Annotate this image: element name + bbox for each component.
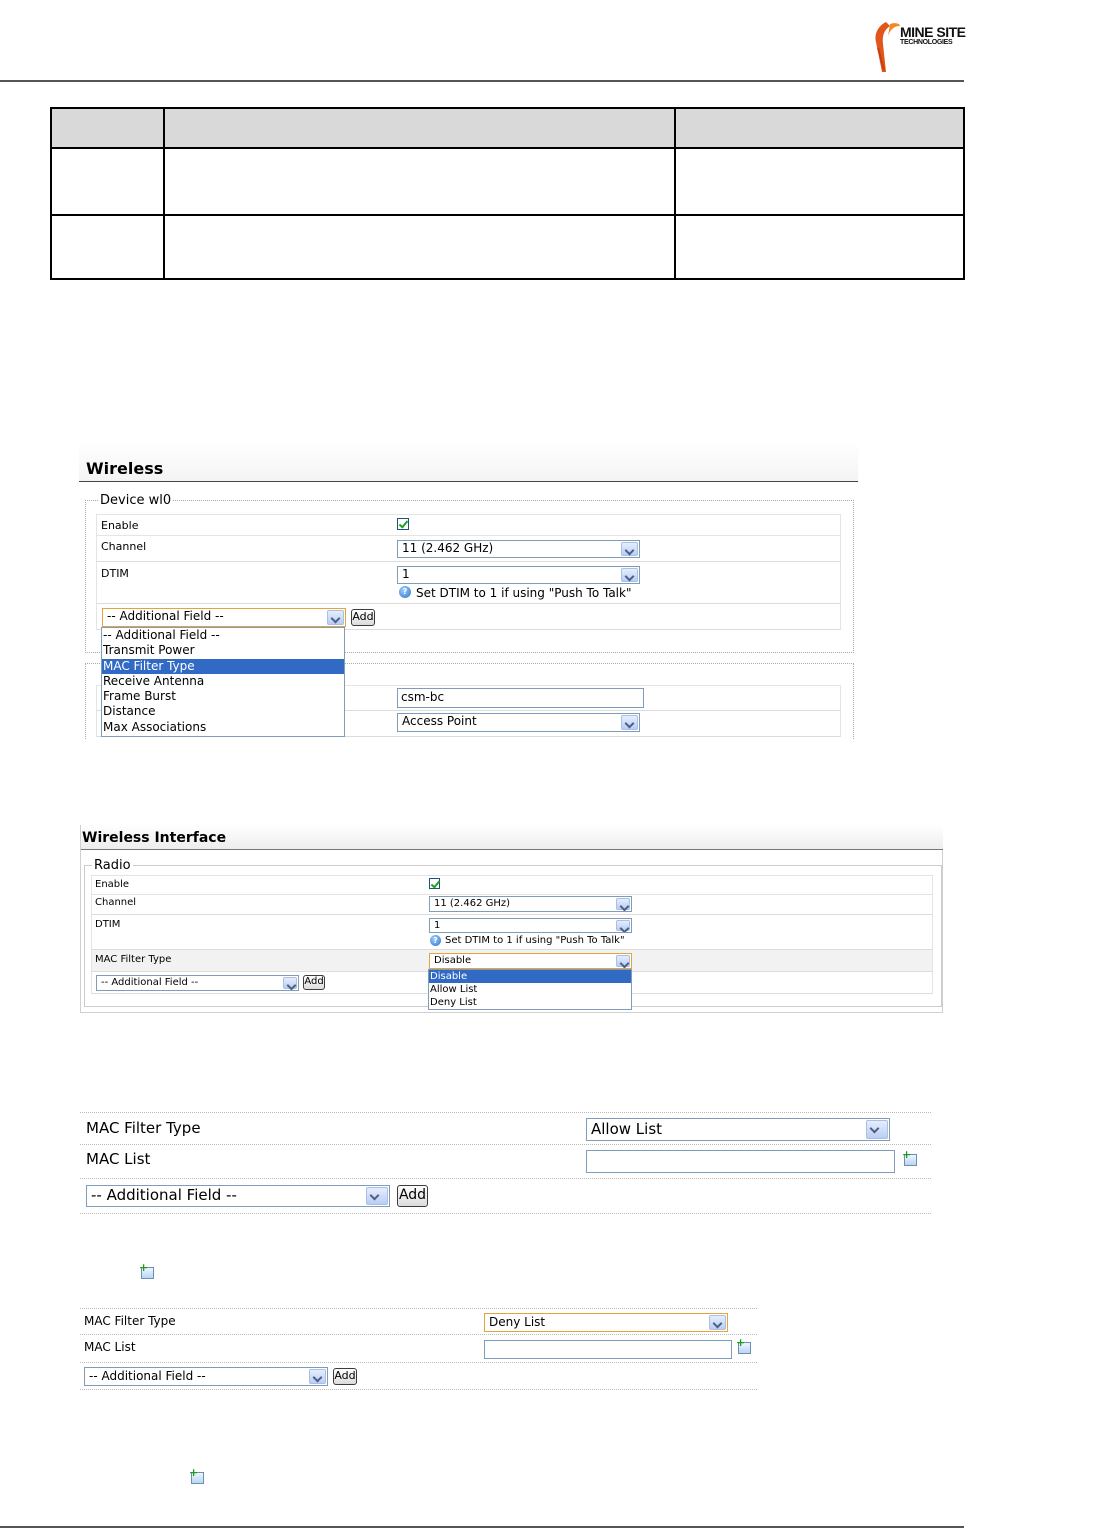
- section-header: [79, 441, 858, 482]
- enable-label: Enable: [101, 519, 139, 532]
- mac-filter-value: Disable: [434, 955, 472, 966]
- enable-checkbox[interactable]: [429, 878, 440, 889]
- chevron-down-icon: [621, 542, 638, 556]
- dtim-value: 1: [402, 567, 410, 581]
- mac-list-input[interactable]: [484, 1340, 732, 1359]
- chevron-down-icon: [616, 955, 630, 967]
- dtim-label: DTIM: [95, 919, 121, 930]
- channel-value: 11 (2.462 GHz): [402, 541, 494, 555]
- table-header-cell: [51, 108, 164, 148]
- additional-field-select[interactable]: [84, 1367, 328, 1386]
- chevron-down-icon: [327, 610, 344, 625]
- form-row-mac-filter: [80, 1112, 931, 1145]
- dropdown-option[interactable]: Frame Burst: [103, 689, 176, 704]
- dtim-hint: Set DTIM to 1 if using "Push To Talk": [445, 935, 625, 946]
- table-cell: [51, 215, 164, 279]
- mac-filter-dropdown[interactable]: [428, 969, 632, 1010]
- help-icon: ?: [399, 586, 411, 598]
- dropdown-option[interactable]: Max Associations: [103, 719, 207, 734]
- mode-value: Access Point: [402, 714, 477, 728]
- dropdown-option[interactable]: Distance: [103, 704, 156, 719]
- add-mac-icon: +: [139, 1264, 155, 1280]
- dropdown-option[interactable]: Allow List: [430, 984, 478, 995]
- mac-filter-select[interactable]: [484, 1313, 728, 1332]
- table-header-row: [51, 108, 964, 148]
- footer-divider: [0, 1526, 964, 1528]
- enable-label: Enable: [95, 879, 130, 890]
- additional-field-select[interactable]: [102, 608, 346, 627]
- additional-field-value: -- Additional Field --: [107, 609, 224, 623]
- chevron-down-icon: [309, 1369, 326, 1384]
- additional-field-value: -- Additional Field --: [89, 1369, 206, 1383]
- dropdown-option[interactable]: Receive Antenna: [103, 673, 205, 688]
- dropdown-option[interactable]: Deny List: [430, 997, 477, 1008]
- company-logo: [872, 18, 972, 76]
- form-row-enable: [96, 514, 841, 536]
- table-cell: [164, 215, 675, 279]
- dtim-select[interactable]: [429, 918, 632, 933]
- channel-select[interactable]: [429, 896, 632, 912]
- add-field-button[interactable]: Add: [333, 1368, 357, 1385]
- dtim-hint: Set DTIM to 1 if using "Push To Talk": [416, 586, 632, 600]
- form-row-channel: [96, 536, 841, 562]
- table-row: [51, 148, 964, 214]
- mac-filter-label: MAC Filter Type: [95, 954, 172, 965]
- mac-filter-value: Deny List: [489, 1315, 546, 1329]
- mode-select[interactable]: [397, 713, 640, 732]
- form-row-channel: [91, 895, 933, 915]
- chevron-down-icon: [709, 1315, 726, 1330]
- chevron-down-icon: [283, 977, 297, 989]
- screenshot-deny-list: [80, 1308, 757, 1390]
- dropdown-option[interactable]: Disable: [429, 970, 631, 983]
- section-title: Wireless: [86, 459, 164, 478]
- screenshot-wireless-interface: [80, 825, 943, 1013]
- additional-field-value: -- Additional Field --: [101, 977, 199, 988]
- dropdown-option[interactable]: -- Additional Field --: [103, 628, 220, 642]
- table-header-cell: [675, 108, 964, 148]
- screenshot-wireless: [79, 441, 858, 740]
- table-row: [51, 215, 964, 279]
- chevron-down-icon: [366, 1187, 388, 1205]
- form-row-mac-list: [80, 1145, 931, 1179]
- help-icon: ?: [430, 935, 441, 946]
- form-row-dtim: [91, 915, 933, 950]
- chevron-down-icon: [866, 1120, 888, 1139]
- mac-list-input[interactable]: [586, 1150, 895, 1173]
- mac-filter-select[interactable]: [586, 1118, 890, 1141]
- section-header: [81, 825, 943, 850]
- add-mac-icon[interactable]: +: [902, 1151, 918, 1167]
- form-row-enable: [91, 875, 933, 895]
- add-field-button[interactable]: Add: [303, 975, 325, 990]
- form-row-mac-list: [80, 1335, 757, 1363]
- section-title: Wireless Interface: [82, 830, 227, 846]
- document-table: [50, 107, 965, 280]
- add-mac-icon: +: [189, 1469, 205, 1485]
- form-row-mac-filter: [80, 1308, 757, 1335]
- logo-text-line1: MINE SITE: [900, 24, 966, 40]
- channel-label: Channel: [95, 897, 137, 908]
- dtim-select[interactable]: [397, 566, 640, 584]
- enable-checkbox[interactable]: [397, 518, 409, 530]
- dropdown-option[interactable]: Transmit Power: [103, 643, 195, 658]
- table-cell: [51, 148, 164, 214]
- table-cell: [675, 215, 964, 279]
- table-cell: [675, 148, 964, 214]
- dtim-label: DTIM: [101, 567, 129, 580]
- logo-mark-icon: [872, 18, 902, 76]
- chevron-down-icon: [616, 898, 630, 910]
- additional-field-dropdown[interactable]: [101, 627, 345, 737]
- additional-field-select[interactable]: [96, 975, 299, 991]
- chevron-down-icon: [616, 920, 630, 931]
- mac-filter-select[interactable]: [429, 953, 632, 969]
- table-cell: [164, 148, 675, 214]
- mac-list-label: MAC List: [86, 1150, 151, 1168]
- table-header-cell: [164, 108, 675, 148]
- add-field-button[interactable]: Add: [397, 1185, 428, 1207]
- header-divider: [0, 80, 964, 82]
- mac-filter-label: MAC Filter Type: [86, 1119, 201, 1137]
- channel-select[interactable]: [397, 540, 640, 558]
- add-mac-icon[interactable]: +: [736, 1339, 752, 1355]
- mac-filter-label: MAC Filter Type: [84, 1314, 176, 1328]
- ssid-input[interactable]: csm-bc: [397, 688, 644, 708]
- additional-field-select[interactable]: [86, 1185, 390, 1207]
- form-row-additional: [80, 1179, 931, 1214]
- mac-filter-value: Allow List: [591, 1120, 663, 1138]
- logo-text-line2: TECHNOLOGIES: [900, 39, 953, 46]
- additional-field-value: -- Additional Field --: [91, 1186, 237, 1204]
- form-row-dtim: [96, 562, 841, 604]
- screenshot-allow-list: [80, 1112, 931, 1214]
- channel-value: 11 (2.462 GHz): [434, 898, 511, 909]
- add-field-button[interactable]: Add: [351, 609, 375, 626]
- channel-label: Channel: [101, 540, 147, 553]
- dtim-value: 1: [434, 920, 441, 931]
- chevron-down-icon: [621, 715, 638, 730]
- mac-list-label: MAC List: [84, 1340, 136, 1354]
- form-row-additional: [80, 1363, 757, 1390]
- radio-legend: Radio: [94, 858, 131, 873]
- device-legend: Device wl0: [100, 493, 172, 508]
- dropdown-option[interactable]: MAC Filter Type: [102, 659, 344, 674]
- chevron-down-icon: [621, 568, 638, 582]
